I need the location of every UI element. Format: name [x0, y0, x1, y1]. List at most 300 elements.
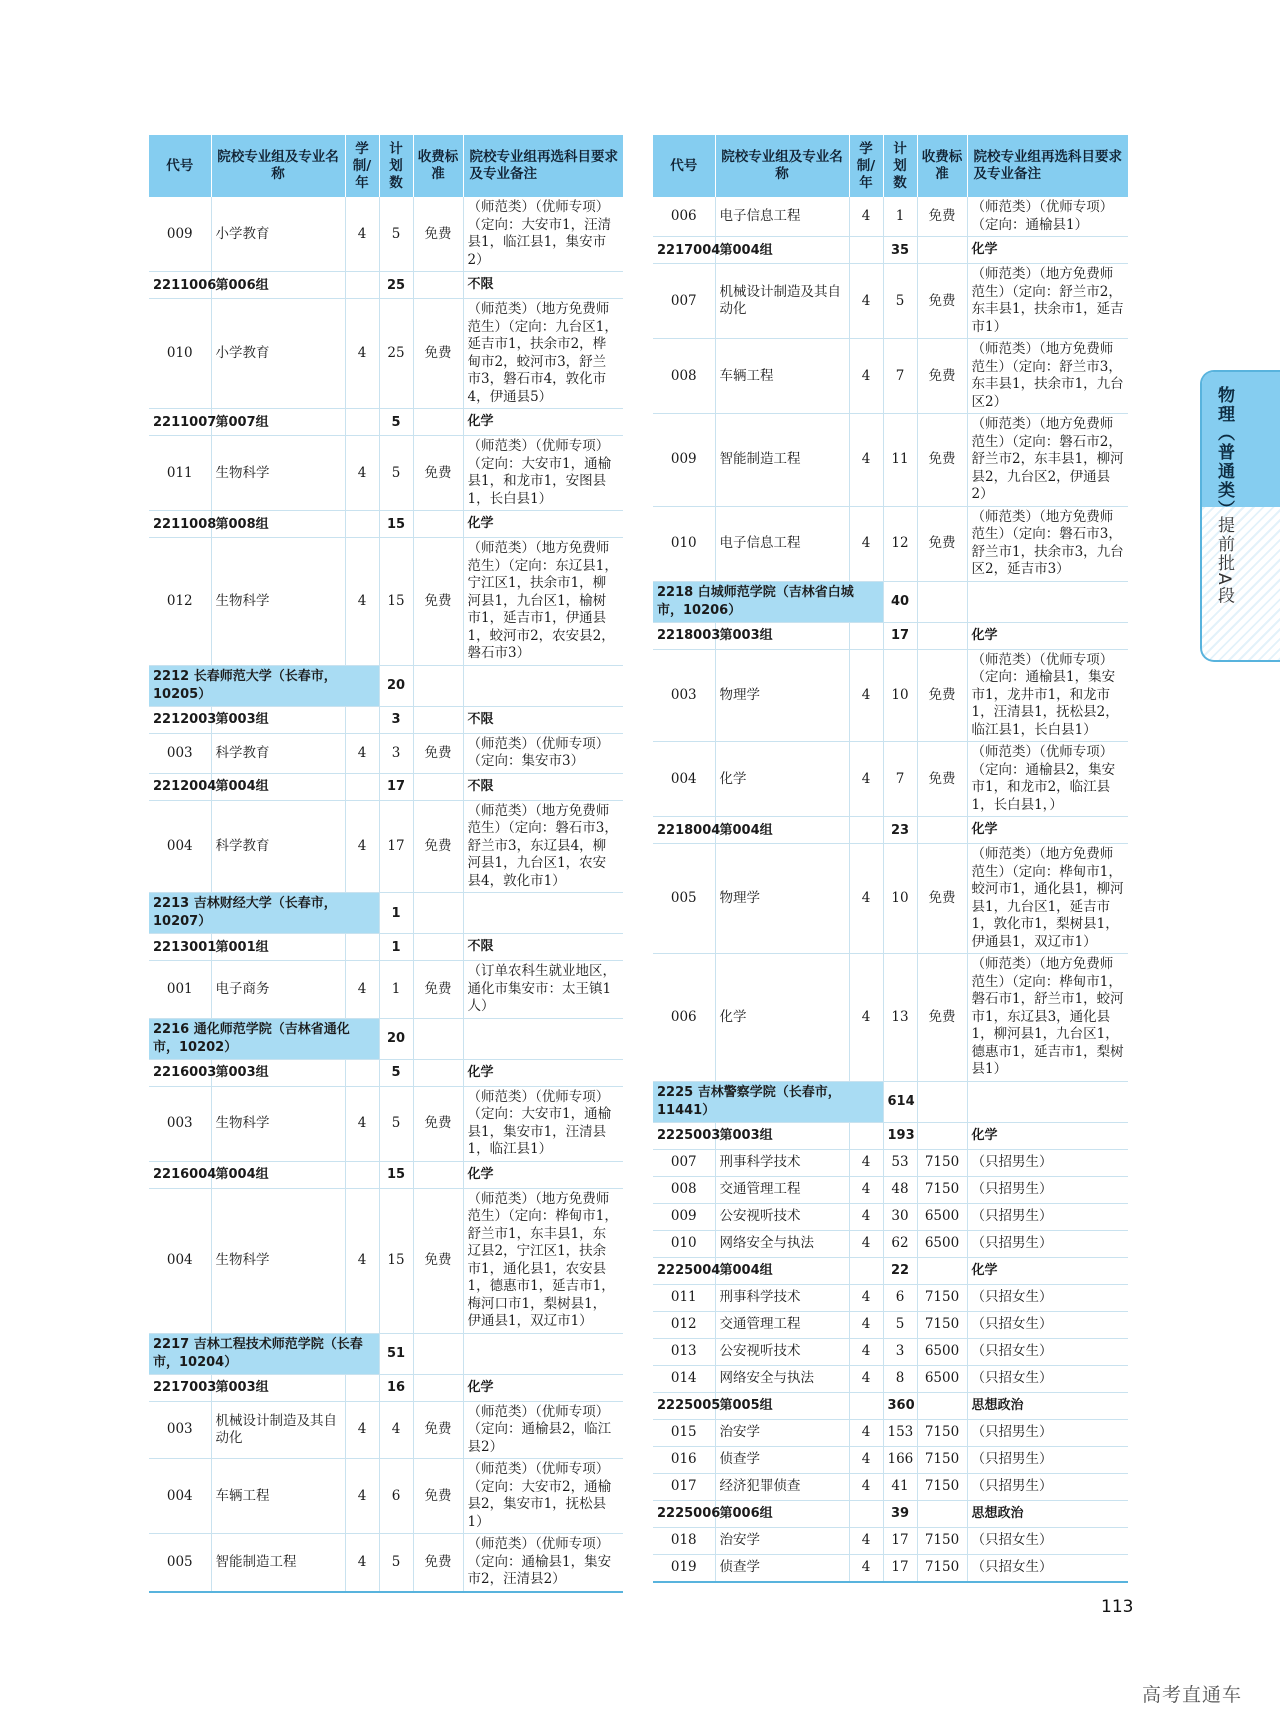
- major-fee: 免费: [413, 1459, 463, 1534]
- page-number: 113: [1101, 1597, 1134, 1617]
- major-fee: 免费: [917, 339, 967, 414]
- major-row: [149, 1534, 623, 1592]
- major-name: 生物科学: [211, 1188, 345, 1333]
- school-note-empty: [463, 893, 623, 934]
- major-code: 018: [653, 1527, 715, 1554]
- group-fee-empty: [413, 272, 463, 299]
- header-name: 院校专业组及专业名称: [211, 135, 345, 197]
- group-row: [149, 773, 623, 800]
- major-fee: 免费: [917, 844, 967, 954]
- group-name: 第003组: [211, 1059, 345, 1086]
- major-fee: 7150: [917, 1149, 967, 1176]
- major-row: [149, 800, 623, 893]
- major-fee: 7150: [917, 1284, 967, 1311]
- group-years-empty: [849, 1500, 883, 1527]
- group-requirement: 化学: [463, 1374, 623, 1401]
- group-years-empty: [849, 1392, 883, 1419]
- group-requirement: 思想政治: [967, 1392, 1128, 1419]
- major-note: （只招男生）: [967, 1230, 1128, 1257]
- major-name: 车辆工程: [211, 1459, 345, 1534]
- major-name: 电子信息工程: [715, 506, 849, 581]
- group-code: 2225006: [653, 1500, 715, 1527]
- major-code: 008: [653, 1176, 715, 1203]
- major-plan: 17: [379, 800, 413, 893]
- major-row: [653, 1446, 1128, 1473]
- major-plan: 41: [883, 1473, 917, 1500]
- major-name: 机械设计制造及其自动化: [211, 1401, 345, 1459]
- major-code: 004: [149, 800, 211, 893]
- major-name: 网络安全与执法: [715, 1365, 849, 1392]
- major-years: 4: [849, 1473, 883, 1500]
- group-row: [653, 1500, 1128, 1527]
- major-fee: 免费: [413, 1086, 463, 1161]
- group-code: 2217004: [653, 237, 715, 264]
- major-years: 4: [849, 1230, 883, 1257]
- group-row: [149, 409, 623, 436]
- group-years-empty: [345, 409, 379, 436]
- group-fee-empty: [413, 409, 463, 436]
- major-plan: 5: [379, 197, 413, 272]
- group-requirement: 化学: [463, 1059, 623, 1086]
- group-requirement: 化学: [967, 1257, 1128, 1284]
- major-code: 006: [653, 954, 715, 1082]
- group-name: 第001组: [211, 934, 345, 961]
- group-code: 2212004: [149, 773, 211, 800]
- school-plan: 40: [883, 581, 917, 622]
- major-fee: 免费: [413, 1188, 463, 1333]
- header-code: 代号: [653, 135, 715, 197]
- major-row: [149, 733, 623, 773]
- group-code: 2211006: [149, 272, 211, 299]
- major-name: 小学教育: [211, 299, 345, 409]
- table-header-row: [653, 135, 1128, 197]
- major-fee: 7150: [917, 1527, 967, 1554]
- major-years: 4: [345, 1401, 379, 1459]
- group-fee-empty: [413, 1374, 463, 1401]
- group-fee-empty: [917, 1392, 967, 1419]
- group-code: 2225003: [653, 1122, 715, 1149]
- major-years: 4: [345, 733, 379, 773]
- group-fee-empty: [413, 511, 463, 538]
- major-name: 生物科学: [211, 538, 345, 666]
- major-note: （师范类）（地方免费师范生）（定向：磐石市3，舒兰市1，扶余市3，九台区2，延吉市3）: [967, 506, 1128, 581]
- major-plan: 8: [883, 1365, 917, 1392]
- major-name: 交通管理工程: [715, 1311, 849, 1338]
- group-row: [149, 934, 623, 961]
- group-years-empty: [345, 706, 379, 733]
- major-row: [653, 1230, 1128, 1257]
- group-code: 2225004: [653, 1257, 715, 1284]
- major-plan: 5: [379, 436, 413, 511]
- major-name: 交通管理工程: [715, 1176, 849, 1203]
- major-years: 4: [849, 197, 883, 237]
- major-note: （师范类）（优师专项）（定向：大安市2，通榆县2，集安市1，抚松县1）: [463, 1459, 623, 1534]
- major-name: 智能制造工程: [211, 1534, 345, 1592]
- school-name: 2213 吉林财经大学（长春市，10207）: [149, 893, 379, 934]
- major-row: [149, 538, 623, 666]
- school-row: [149, 1333, 623, 1374]
- major-row: [149, 1459, 623, 1534]
- major-plan: 53: [883, 1149, 917, 1176]
- group-plan: 193: [883, 1122, 917, 1149]
- major-note: （师范类）（优师专项）（定向：通榆县2，临江县2）: [463, 1401, 623, 1459]
- major-years: 4: [345, 299, 379, 409]
- group-fee-empty: [413, 1059, 463, 1086]
- group-requirement: 不限: [463, 706, 623, 733]
- header-years: 学制/年: [345, 135, 379, 197]
- group-fee-empty: [917, 1257, 967, 1284]
- major-plan: 1: [883, 197, 917, 237]
- major-plan: 48: [883, 1176, 917, 1203]
- group-fee-empty: [917, 237, 967, 264]
- major-note: （订单农科生就业地区，通化市集安市：太王镇1人）: [463, 961, 623, 1019]
- major-fee: 免费: [413, 1534, 463, 1592]
- major-row: [653, 264, 1128, 339]
- major-fee: 免费: [413, 197, 463, 272]
- major-plan: 25: [379, 299, 413, 409]
- major-fee: 免费: [413, 1401, 463, 1459]
- header-name: 院校专业组及专业名称: [715, 135, 849, 197]
- major-plan: 6: [883, 1284, 917, 1311]
- major-name: 小学教育: [211, 197, 345, 272]
- major-plan: 11: [883, 414, 917, 507]
- major-row: [149, 299, 623, 409]
- major-years: 4: [849, 264, 883, 339]
- major-note: （师范类）（优师专项）（定向：通榆县2，集安市1，和龙市2，临江县1，长白县1，）: [967, 742, 1128, 817]
- major-note: （师范类）（优师专项）（定向：通榆县1，集安市2，汪清县2）: [463, 1534, 623, 1592]
- major-code: 016: [653, 1446, 715, 1473]
- major-years: 4: [849, 339, 883, 414]
- school-fee-empty: [413, 893, 463, 934]
- group-code: 2211007: [149, 409, 211, 436]
- side-tab-stage: 提前批A段: [1214, 516, 1234, 606]
- major-note: （只招女生）: [967, 1311, 1128, 1338]
- major-code: 009: [653, 1203, 715, 1230]
- major-row: [653, 844, 1128, 954]
- group-name: 第003组: [211, 1374, 345, 1401]
- major-plan: 7: [883, 742, 917, 817]
- group-row: [653, 622, 1128, 649]
- major-name: 侦查学: [715, 1554, 849, 1582]
- major-plan: 10: [883, 844, 917, 954]
- major-fee: 7150: [917, 1419, 967, 1446]
- school-name: 2225 吉林警察学院（长春市，11441）: [653, 1081, 883, 1122]
- group-row: [653, 237, 1128, 264]
- major-row: [653, 649, 1128, 742]
- group-years-empty: [849, 622, 883, 649]
- major-name: 经济犯罪侦查: [715, 1473, 849, 1500]
- major-fee: 免费: [917, 742, 967, 817]
- group-name: 第004组: [715, 237, 849, 264]
- major-name: 刑事科学技术: [715, 1284, 849, 1311]
- major-row: [653, 506, 1128, 581]
- group-plan: 35: [883, 237, 917, 264]
- major-row: [653, 1338, 1128, 1365]
- school-fee-empty: [917, 1081, 967, 1122]
- header-note: 院校专业组再选科目要求及专业备注: [463, 135, 623, 197]
- major-years: 4: [345, 800, 379, 893]
- group-code: 2216004: [149, 1161, 211, 1188]
- major-row: [653, 1203, 1128, 1230]
- school-note-empty: [463, 1018, 623, 1059]
- group-years-empty: [345, 934, 379, 961]
- group-plan: 25: [379, 272, 413, 299]
- major-plan: 6: [379, 1459, 413, 1534]
- major-name: 电子信息工程: [715, 197, 849, 237]
- major-fee: 免费: [413, 538, 463, 666]
- major-row: [653, 1527, 1128, 1554]
- major-years: 4: [849, 1446, 883, 1473]
- major-code: 009: [653, 414, 715, 507]
- school-row: [149, 1018, 623, 1059]
- major-fee: 7150: [917, 1446, 967, 1473]
- major-code: 010: [653, 506, 715, 581]
- major-code: 003: [149, 733, 211, 773]
- group-plan: 39: [883, 1500, 917, 1527]
- major-years: 4: [345, 961, 379, 1019]
- group-row: [653, 817, 1128, 844]
- major-row: [653, 1365, 1128, 1392]
- school-row: [149, 893, 623, 934]
- major-years: 4: [849, 1527, 883, 1554]
- group-name: 第004组: [715, 1257, 849, 1284]
- group-fee-empty: [413, 706, 463, 733]
- major-code: 004: [149, 1188, 211, 1333]
- header-note: 院校专业组再选科目要求及专业备注: [967, 135, 1128, 197]
- major-years: 4: [849, 1419, 883, 1446]
- major-name: 生物科学: [211, 1086, 345, 1161]
- group-fee-empty: [917, 622, 967, 649]
- major-plan: 13: [883, 954, 917, 1082]
- major-years: 4: [849, 1149, 883, 1176]
- major-plan: 10: [883, 649, 917, 742]
- group-requirement: 化学: [967, 622, 1128, 649]
- group-requirement: 化学: [463, 511, 623, 538]
- major-row: [653, 1554, 1128, 1582]
- group-name: 第004组: [715, 817, 849, 844]
- group-row: [149, 272, 623, 299]
- group-requirement: 不限: [463, 934, 623, 961]
- group-plan: 3: [379, 706, 413, 733]
- group-code: 2213001: [149, 934, 211, 961]
- school-fee-empty: [413, 1018, 463, 1059]
- major-name: 公安视听技术: [715, 1338, 849, 1365]
- group-fee-empty: [917, 1122, 967, 1149]
- header-plan: 计划数: [379, 135, 413, 197]
- group-row: [149, 1059, 623, 1086]
- major-name: 治安学: [715, 1527, 849, 1554]
- major-code: 007: [653, 264, 715, 339]
- major-row: [653, 339, 1128, 414]
- group-requirement: 不限: [463, 773, 623, 800]
- major-code: 001: [149, 961, 211, 1019]
- major-fee: 7150: [917, 1311, 967, 1338]
- group-code: 2218004: [653, 817, 715, 844]
- major-code: 006: [653, 197, 715, 237]
- group-name: 第004组: [211, 1161, 345, 1188]
- group-requirement: 不限: [463, 272, 623, 299]
- group-name: 第006组: [211, 272, 345, 299]
- major-fee: 免费: [413, 299, 463, 409]
- group-fee-empty: [413, 773, 463, 800]
- major-plan: 3: [883, 1338, 917, 1365]
- group-requirement: 化学: [967, 237, 1128, 264]
- school-row: [149, 665, 623, 706]
- major-years: 4: [849, 1554, 883, 1582]
- school-plan: 20: [379, 665, 413, 706]
- major-fee: 免费: [413, 961, 463, 1019]
- major-name: 治安学: [715, 1419, 849, 1446]
- group-requirement: 化学: [463, 409, 623, 436]
- school-plan: 20: [379, 1018, 413, 1059]
- group-name: 第003组: [715, 1122, 849, 1149]
- major-years: 4: [849, 649, 883, 742]
- group-name: 第007组: [211, 409, 345, 436]
- major-name: 物理学: [715, 649, 849, 742]
- major-row: [653, 1284, 1128, 1311]
- school-note-empty: [463, 1333, 623, 1374]
- major-note: （只招女生）: [967, 1338, 1128, 1365]
- header-fee: 收费标准: [413, 135, 463, 197]
- major-code: 005: [653, 844, 715, 954]
- major-fee: 免费: [917, 506, 967, 581]
- major-name: 科学教育: [211, 800, 345, 893]
- school-fee-empty: [917, 581, 967, 622]
- group-name: 第005组: [715, 1392, 849, 1419]
- major-plan: 153: [883, 1419, 917, 1446]
- major-note: （师范类）（优师专项）（定向：大安市1，通榆县1，集安市1，汪清县1，临江县1）: [463, 1086, 623, 1161]
- group-row: [653, 1392, 1128, 1419]
- major-row: [653, 954, 1128, 1082]
- major-fee: 7150: [917, 1554, 967, 1582]
- major-note: （师范类）（优师专项）（定向：通榆县1）: [967, 197, 1128, 237]
- group-row: [149, 511, 623, 538]
- major-code: 003: [149, 1401, 211, 1459]
- major-code: 003: [653, 649, 715, 742]
- major-name: 化学: [715, 742, 849, 817]
- group-plan: 16: [379, 1374, 413, 1401]
- school-fee-empty: [413, 1333, 463, 1374]
- major-note: （师范类）（优师专项）（定向：通榆县1，集安市1，龙井市1，和龙市1，汪清县1，抚松县2，临江县1，长白县1）: [967, 649, 1128, 742]
- major-plan: 17: [883, 1527, 917, 1554]
- major-code: 011: [653, 1284, 715, 1311]
- major-row: [653, 1419, 1128, 1446]
- major-row: [653, 1473, 1128, 1500]
- major-name: 机械设计制造及其自动化: [715, 264, 849, 339]
- major-years: 4: [849, 844, 883, 954]
- group-requirement: 思想政治: [967, 1500, 1128, 1527]
- major-years: 4: [849, 1338, 883, 1365]
- major-fee: 7150: [917, 1473, 967, 1500]
- group-plan: 23: [883, 817, 917, 844]
- major-plan: 5: [883, 1311, 917, 1338]
- major-note: （只招女生）: [967, 1365, 1128, 1392]
- major-code: 019: [653, 1554, 715, 1582]
- group-years-empty: [849, 817, 883, 844]
- major-years: 4: [849, 742, 883, 817]
- major-note: （师范类）（地方免费师范生）（定向：桦甸市1，磐石市1，舒兰市1，蛟河市1，东辽县3，通化县1，柳河县1，九台区1，德惠市1，延吉市1，梨树县1）: [967, 954, 1128, 1082]
- major-code: 017: [653, 1473, 715, 1500]
- major-note: （只招男生）: [967, 1419, 1128, 1446]
- major-row: [653, 414, 1128, 507]
- major-note: （师范类）（优师专项）（定向：大安市1，汪清县1，临江县1，集安市2）: [463, 197, 623, 272]
- school-note-empty: [967, 581, 1128, 622]
- major-fee: 7150: [917, 1176, 967, 1203]
- major-fee: 免费: [413, 800, 463, 893]
- group-row: [149, 1161, 623, 1188]
- group-fee-empty: [413, 934, 463, 961]
- major-code: 013: [653, 1338, 715, 1365]
- major-fee: 免费: [917, 264, 967, 339]
- group-fee-empty: [917, 817, 967, 844]
- major-fee: 6500: [917, 1365, 967, 1392]
- major-years: 4: [849, 506, 883, 581]
- major-fee: 免费: [413, 733, 463, 773]
- major-code: 003: [149, 1086, 211, 1161]
- school-name: 2217 吉林工程技术师范学院（长春市，10204）: [149, 1333, 379, 1374]
- major-name: 公安视听技术: [715, 1203, 849, 1230]
- major-years: 4: [849, 954, 883, 1082]
- major-years: 4: [849, 1311, 883, 1338]
- major-row: [149, 197, 623, 272]
- major-fee: 6500: [917, 1230, 967, 1257]
- group-requirement: 化学: [967, 817, 1128, 844]
- major-name: 化学: [715, 954, 849, 1082]
- major-code: 015: [653, 1419, 715, 1446]
- school-plan: 51: [379, 1333, 413, 1374]
- major-code: 014: [653, 1365, 715, 1392]
- major-note: （师范类）（地方免费师范生）（定向：九台区1，延吉市1，扶余市2，桦甸市2，蛟河市3，舒兰市3，磐石市4，敦化市4，伊通县5）: [463, 299, 623, 409]
- major-fee: 免费: [413, 436, 463, 511]
- group-requirement: 化学: [463, 1161, 623, 1188]
- major-years: 4: [849, 1203, 883, 1230]
- group-code: 2225005: [653, 1392, 715, 1419]
- major-years: 4: [345, 1534, 379, 1592]
- major-fee: 6500: [917, 1338, 967, 1365]
- plan-table-left: [149, 135, 623, 1593]
- major-note: （师范类）（优师专项）（定向：大安市1，通榆县1，和龙市1，安图县1，长白县1）: [463, 436, 623, 511]
- major-row: [149, 1401, 623, 1459]
- group-name: 第004组: [211, 773, 345, 800]
- major-plan: 62: [883, 1230, 917, 1257]
- major-code: 011: [149, 436, 211, 511]
- major-plan: 15: [379, 1188, 413, 1333]
- major-note: （师范类）（地方免费师范生）（定向：磐石市3，舒兰市3，东辽县4，柳河县1，九台区1，农安县4，敦化市1）: [463, 800, 623, 893]
- major-note: （只招男生）: [967, 1473, 1128, 1500]
- school-note-empty: [967, 1081, 1128, 1122]
- major-name: 科学教育: [211, 733, 345, 773]
- header-years: 学制/年: [849, 135, 883, 197]
- major-name: 刑事科学技术: [715, 1149, 849, 1176]
- group-years-empty: [345, 1374, 379, 1401]
- major-years: 4: [345, 1188, 379, 1333]
- major-note: （师范类）（优师专项）（定向：集安市3）: [463, 733, 623, 773]
- major-plan: 1: [379, 961, 413, 1019]
- group-years-empty: [345, 511, 379, 538]
- school-note-empty: [463, 665, 623, 706]
- major-row: [149, 1086, 623, 1161]
- major-plan: 12: [883, 506, 917, 581]
- group-plan: 15: [379, 1161, 413, 1188]
- major-code: 004: [149, 1459, 211, 1534]
- major-row: [653, 1149, 1128, 1176]
- major-code: 012: [149, 538, 211, 666]
- major-note: （师范类）（地方免费师范生）（定向：舒兰市2，东丰县1，扶余市1，延吉市1）: [967, 264, 1128, 339]
- group-plan: 5: [379, 409, 413, 436]
- group-plan: 360: [883, 1392, 917, 1419]
- major-name: 电子商务: [211, 961, 345, 1019]
- major-code: 005: [149, 1534, 211, 1592]
